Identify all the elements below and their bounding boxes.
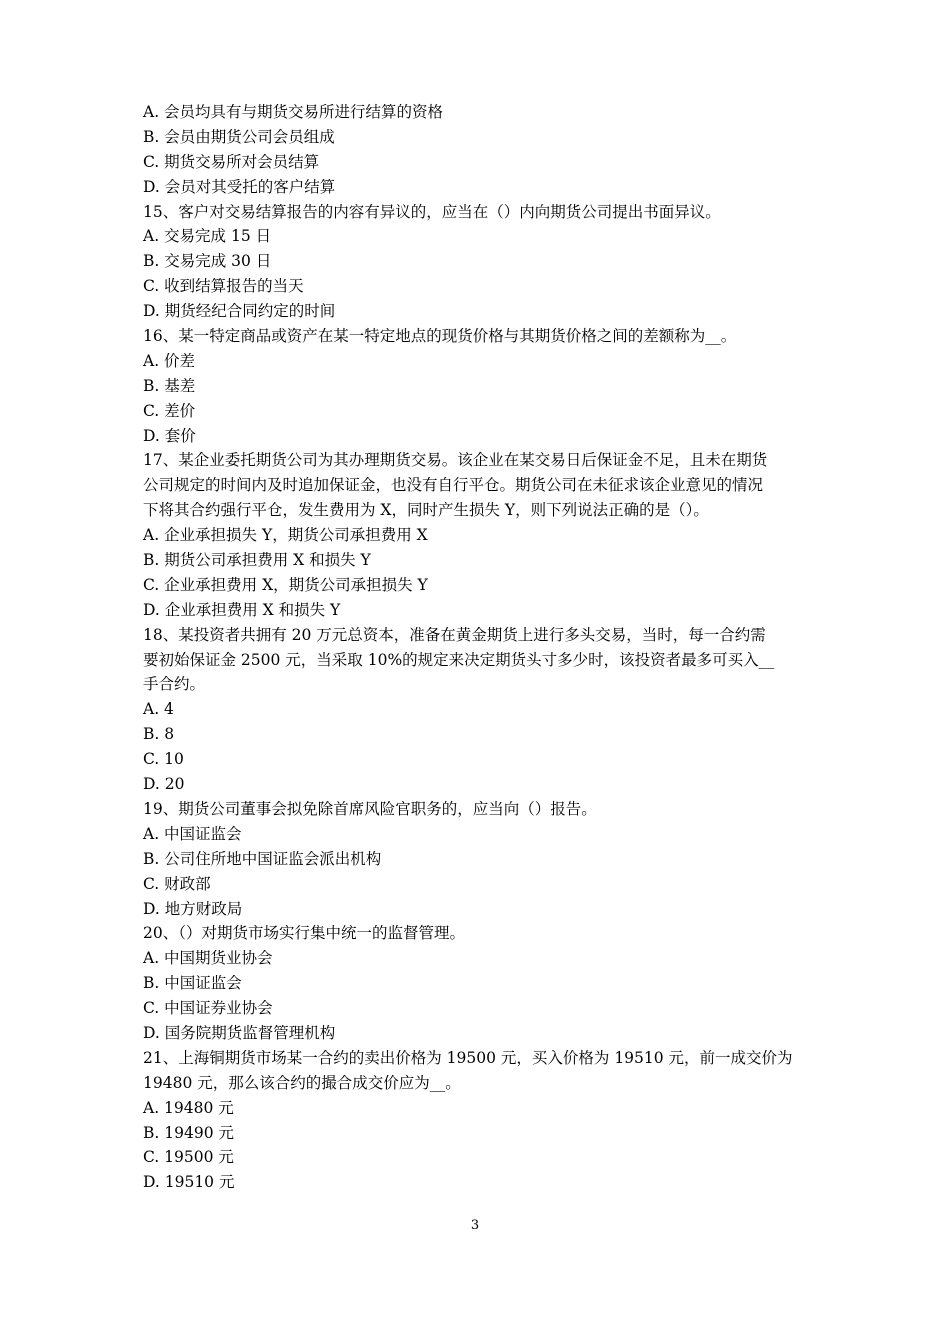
text-line: A. 交易完成 15 日 [143,227,272,246]
text-line: D. 地方财政局 [143,899,243,918]
text-line: A. 价差 [143,351,196,370]
page-content [143,100,813,1195]
text-line: B. 基差 [143,376,196,395]
text-line: A. 中国证监会 [143,824,242,843]
text-line: 19、期货公司董事会拟免除首席风险官职务的，应当向（）报告。 [143,799,597,818]
text-line: D. 企业承担费用 X 和损失 Y [143,600,341,619]
text-line: 21、上海铜期货市场某一合约的卖出价格为 19500 元，买入价格为 19510 元，前一成交价为 [143,1048,793,1067]
text-line: A. 19480 元 [143,1098,234,1117]
text-line: 公司规定的时间内及时追加保证金，也没有自行平仓。期货公司在未征求该企业意见的情况 [143,476,764,495]
text-line: B. 期货公司承担费用 X 和损失 Y [143,551,371,570]
text-line: 18、某投资者共拥有 20 万元总资本，准备在黄金期货上进行多头交易，当时，每一合约需 [143,625,766,644]
text-line: C. 中国证券业协会 [143,999,273,1018]
text-line: 15、客户对交易结算报告的内容有异议的，应当在（）内向期货公司提出书面异议。 [143,202,721,221]
text-line: 手合约。 [143,675,206,694]
text-line: 19480 元，那么该合约的撮合成交价应为__。 [143,1073,461,1092]
text-line: D. 套价 [143,426,196,445]
text-line: C. 期货交易所对会员结算 [143,152,320,171]
text-line: C. 10 [143,750,184,769]
text-line: B. 中国证监会 [143,974,242,993]
text-line: C. 19500 元 [143,1148,234,1167]
text-line: D. 会员对其受托的客户结算 [143,177,336,196]
text-line: 下将其合约强行平仓，发生费用为 X，同时产生损失 Y，则下列说法正确的是（）。 [143,501,709,520]
text-line: A. 会员均具有与期货交易所进行结算的资格 [143,103,444,121]
text-line: 17、某企业委托期货公司为其办理期货交易。该企业在某交易日后保证金不足，且未在期货 [143,451,768,470]
text-line: D. 19510 元 [143,1173,235,1192]
text-line: C. 差价 [143,401,196,420]
text-line: 16、某一特定商品或资产在某一特定地点的现货价格与其期货价格之间的差额称为__。 [143,327,737,346]
text-line: D. 20 [143,775,185,794]
text-line: C. 财政部 [143,874,211,893]
text-line: B. 8 [143,725,175,744]
text-line: D. 期货经纪合同约定的时间 [143,302,336,321]
text-line: 要初始保证金 2500 元，当采取 10%的规定来决定期货头寸多少时，该投资者最多可买入__ [143,650,775,669]
text-line: A. 4 [143,700,174,719]
text-line: 20、（）对期货市场实行集中统一的监督管理。 [143,924,465,943]
text-line: B. 19490 元 [143,1123,234,1142]
text-line: C. 收到结算报告的当天 [143,277,304,296]
text-line: D. 国务院期货监督管理机构 [143,1023,336,1042]
text-line: B. 公司住所地中国证监会派出机构 [143,849,382,868]
text-line: B. 会员由期货公司会员组成 [143,127,335,146]
text-line: A. 中国期货业协会 [143,949,273,968]
text-line: B. 交易完成 30 日 [143,252,272,271]
text-line: C. 企业承担费用 X，期货公司承担损失 Y [143,575,428,594]
page-number: 3 [470,1218,480,1233]
text-line: A. 企业承担损失 Y，期货公司承担费用 X [143,526,428,545]
